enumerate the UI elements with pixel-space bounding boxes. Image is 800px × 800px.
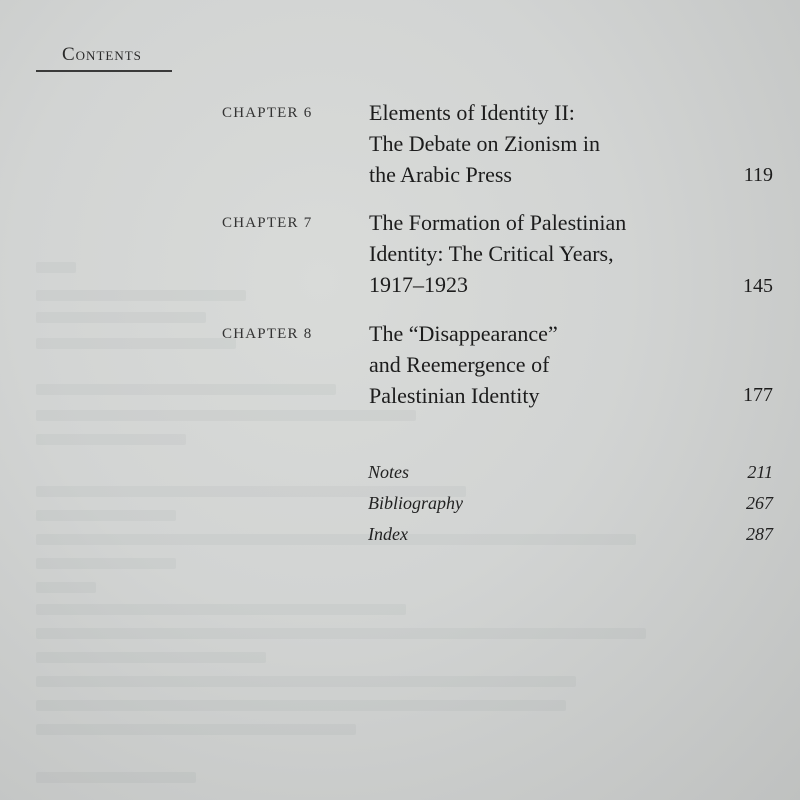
chapter-page-number: 177: [743, 384, 773, 406]
chapter-title: [369, 207, 709, 300]
chapter-label: CHAPTER 6: [222, 105, 313, 121]
chapter-title-line: The “Disappearance”: [369, 321, 558, 346]
toc-entry-notes[interactable]: [0, 462, 800, 490]
toc-entry-chapter-7[interactable]: [0, 207, 800, 307]
back-matter-label: Notes: [368, 462, 410, 482]
running-head-rule: [36, 70, 172, 72]
chapter-label: CHAPTER 8: [222, 326, 313, 342]
chapter-page-number: 145: [743, 275, 773, 297]
chapter-title-line: the Arabic Press: [369, 162, 512, 187]
toc-entry-chapter-6[interactable]: [0, 97, 800, 197]
toc-entry-bibliography[interactable]: [0, 493, 800, 521]
back-matter-page-number: 211: [747, 462, 773, 482]
chapter-title-line: Palestinian Identity: [369, 383, 540, 408]
chapter-title-line: The Formation of Palestinian: [369, 210, 627, 235]
chapter-title-line: 1917–1923: [369, 272, 468, 297]
back-matter-label: Index: [368, 524, 408, 544]
chapter-label: CHAPTER 7: [222, 215, 313, 231]
back-matter-page-number: 287: [746, 524, 773, 544]
back-matter-label: Bibliography: [368, 493, 463, 513]
chapter-title-line: The Debate on Zionism in: [369, 131, 600, 156]
chapter-title: [369, 318, 709, 411]
chapter-title-line: Elements of Identity II:: [369, 100, 575, 125]
toc-entry-chapter-8[interactable]: [0, 318, 800, 418]
back-matter-page-number: 267: [746, 493, 773, 513]
chapter-title: [369, 97, 709, 190]
toc-entry-index[interactable]: [0, 524, 800, 552]
running-head: Contents: [62, 44, 142, 65]
chapter-title-line: Identity: The Critical Years,: [369, 241, 614, 266]
chapter-page-number: 119: [743, 164, 773, 186]
chapter-title-line: and Reemergence of: [369, 352, 550, 377]
